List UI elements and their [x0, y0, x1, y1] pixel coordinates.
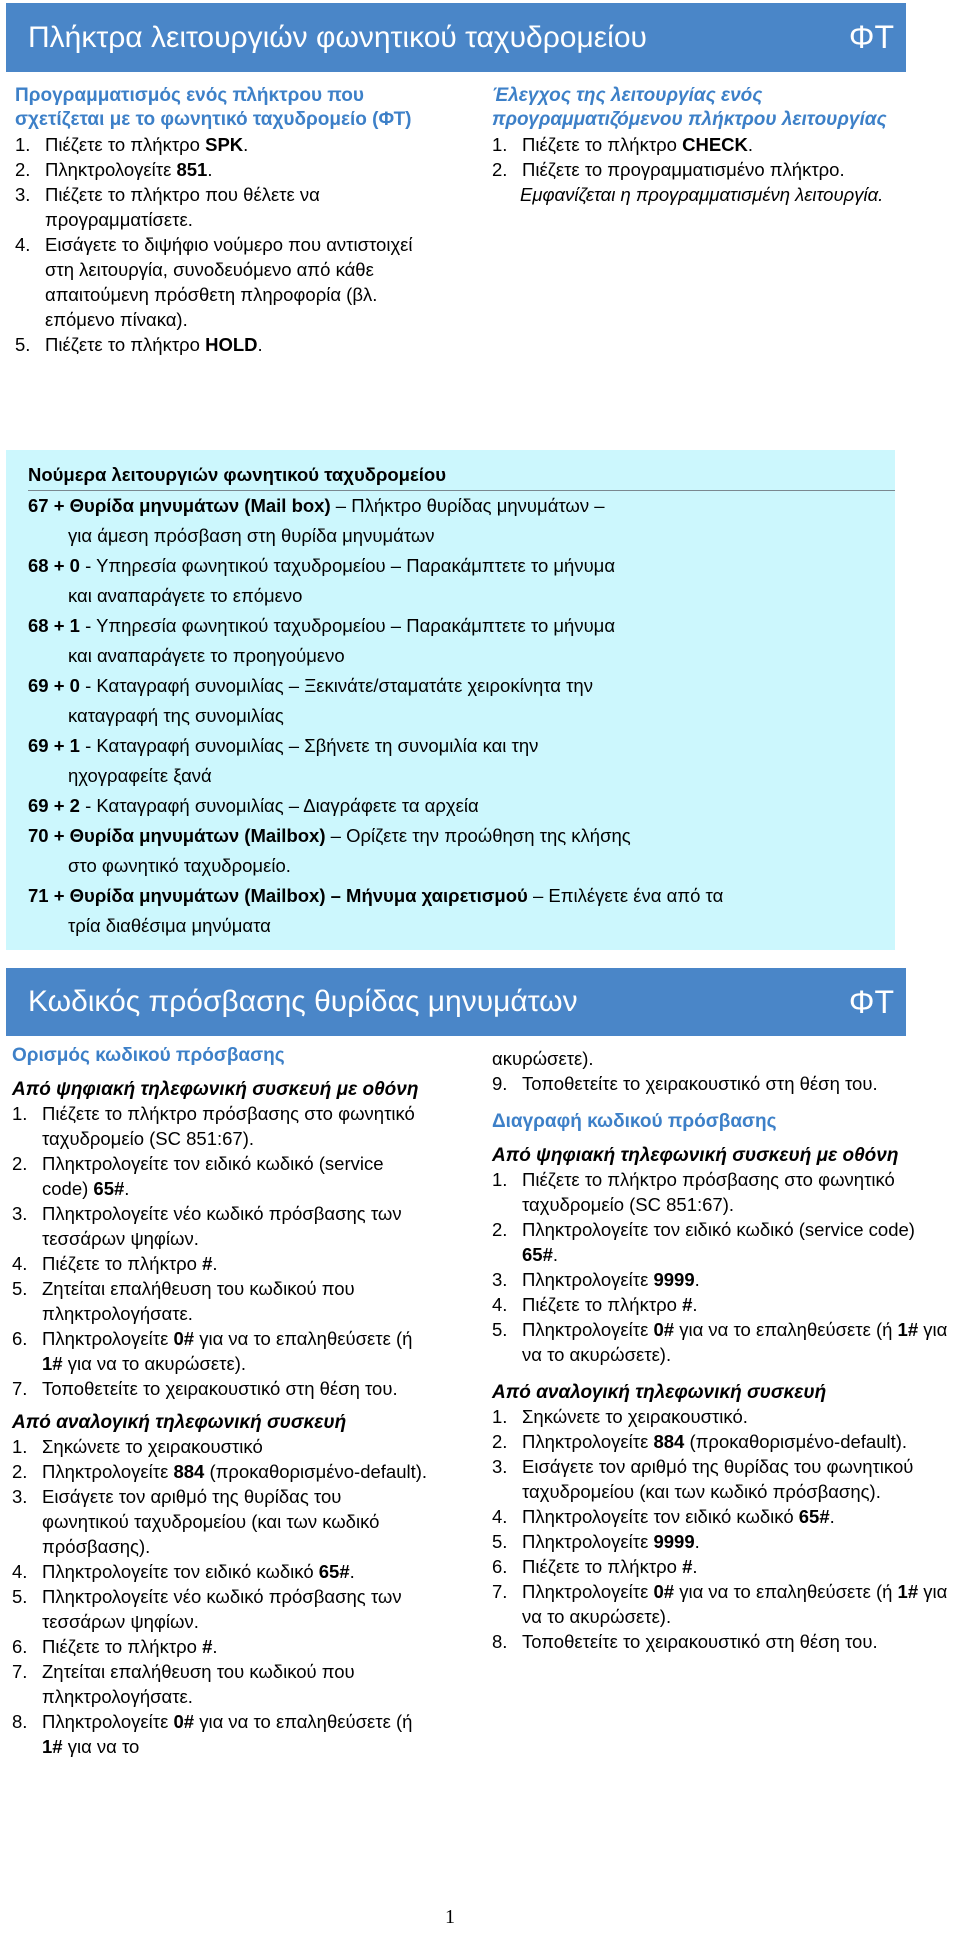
result-note: Εμφανίζεται η προγραμματισμένη λειτουργία.: [520, 184, 884, 205]
table-row: [28, 671, 895, 701]
step-number: 7.: [12, 1378, 28, 1399]
step-body: [522, 1429, 952, 1454]
step-list: [492, 132, 912, 182]
step-number: 5.: [492, 1319, 508, 1340]
function-code: 71 + Θυρίδα μηνυμάτων (Mailbox) – Μήνυμα χαιρετισμού: [28, 885, 528, 906]
step-item: [492, 1267, 952, 1292]
step-body: [42, 1276, 432, 1326]
step-list: [12, 1101, 432, 1401]
step-item: [12, 1709, 432, 1759]
step-body: [42, 1201, 432, 1251]
step-text: .: [694, 1531, 700, 1552]
function-code: 68 + 1: [28, 615, 80, 636]
step-number: 1.: [15, 134, 31, 155]
step-body: [522, 1454, 952, 1504]
step-body: [42, 1459, 432, 1484]
step-text: Πιέζετε το πλήκτρο που θέλετε να προγραμματίσετε.: [45, 184, 320, 230]
step-body: [522, 1404, 952, 1429]
step-body: [522, 1167, 952, 1217]
step-body: [42, 1251, 432, 1276]
step-text: Σηκώνετε το χειρακουστικό: [42, 1436, 263, 1457]
step-item: [15, 132, 415, 157]
step-text: για να το επαληθεύσετε (ή: [674, 1319, 898, 1340]
step-item: [492, 1554, 952, 1579]
step-body: [522, 132, 912, 157]
check-key-section: [492, 84, 912, 207]
bold-value: 0#: [653, 1581, 675, 1602]
page-title: Πλήκτρα λειτουργιών φωνητικού ταχυδρομείου: [28, 20, 647, 54]
function-code: 67 + Θυρίδα μηνυμάτων (Mail box): [28, 495, 331, 516]
step-number: 6.: [12, 1636, 28, 1657]
section-heading: Διαγραφή κωδικού πρόσβασης: [492, 1111, 777, 1132]
step-body: [42, 1151, 432, 1201]
bold-value: 0#: [173, 1328, 195, 1349]
bold-value: 1#: [897, 1319, 919, 1340]
step-number: 6.: [492, 1556, 508, 1577]
step-text: Πληκτρολογείτε: [42, 1711, 174, 1732]
function-code: 69 + 0: [28, 675, 80, 696]
step-text: Πιέζετε το προγραμματισμένο πλήκτρο.: [522, 159, 845, 180]
step-item: [492, 1579, 952, 1629]
program-key-section: [15, 84, 415, 357]
step-item: [492, 157, 912, 182]
step-number: 2.: [492, 1431, 508, 1452]
step-number: 4.: [12, 1561, 28, 1582]
function-code: 69 + 2: [28, 795, 80, 816]
section-code-badge: ΦΤ: [848, 19, 894, 55]
table-row: [28, 551, 895, 581]
function-description: Καταγραφή συνομιλίας – Ξεκινάτε/σταματάτε χειροκίνητα την: [96, 675, 593, 696]
step-number: 1.: [492, 1406, 508, 1427]
step-text: Πληκτρολογείτε νέο κωδικό πρόσβασης των τεσσάρων ψηφίων.: [42, 1586, 402, 1632]
step-text: Πιέζετε το πλήκτρο πρόσβασης στο φωνητικό ταχυδρομείο (SC 851:67).: [42, 1103, 415, 1149]
function-description-continued: και αναπαράγετε το προηγούμενο: [68, 645, 345, 666]
step-text: Πληκτρολογείτε: [45, 159, 177, 180]
step-body: [42, 1434, 432, 1459]
step-body: [522, 1629, 952, 1654]
step-text: Πληκτρολογείτε τον ειδικό κωδικό: [42, 1561, 319, 1582]
function-code: 70 + Θυρίδα μηνυμάτων (Mailbox): [28, 825, 326, 846]
step-text: Πληκτρολογείτε τον ειδικό κωδικό: [522, 1506, 799, 1527]
step-text: Τοποθετείτε το χειρακουστικό στη θέση του.: [522, 1073, 878, 1094]
section-heading: Έλεγχος της λειτουργίας ενός προγραμματιζόμενου πλήκτρου λειτουργίας: [492, 85, 887, 130]
step-text: Εισάγετε τον αριθμό της θυρίδας του φωνητικού ταχυδρομείου (και των κωδικό πρόσβασης).: [522, 1456, 914, 1502]
step-number: 8.: [12, 1711, 28, 1732]
step-text: Πληκτρολογείτε τον ειδικό κωδικό (service code): [522, 1219, 915, 1240]
step-text: .: [692, 1294, 698, 1315]
step-body: [42, 1376, 432, 1401]
step-item: [492, 1454, 952, 1504]
page-title: Κωδικός πρόσβασης θυρίδας μηνυμάτων: [28, 985, 578, 1018]
step-item: [15, 332, 415, 357]
function-description: Επιλέγετε ένα από τα: [548, 885, 724, 906]
step-item: [492, 1292, 952, 1317]
step-item: [12, 1201, 432, 1251]
step-number: 1.: [492, 134, 508, 155]
step-body: [45, 132, 415, 157]
step-body: [42, 1584, 432, 1634]
step-item: [492, 1167, 952, 1217]
step-text: Εισάγετε τον αριθμό της θυρίδας του φωνητικού ταχυδρομείου (και των κωδικό πρόσβασης).: [42, 1486, 380, 1557]
step-text: Τοποθετείτε το χειρακουστικό στη θέση του.: [42, 1378, 398, 1399]
step-body: [522, 1579, 952, 1629]
step-item: [12, 1634, 432, 1659]
step-text: για να το ακυρώσετε).: [522, 1319, 948, 1365]
continued-text: ακυρώσετε).: [492, 1048, 594, 1069]
step-list: [492, 1167, 952, 1367]
step-text: για να το επαληθεύσετε (ή: [194, 1328, 413, 1349]
delete-code-section: [492, 1046, 952, 1654]
step-item: [492, 1071, 952, 1096]
step-text: Πιέζετε το πλήκτρο: [522, 1294, 683, 1315]
step-body: [522, 1292, 952, 1317]
step-body: [42, 1709, 432, 1759]
step-item: [12, 1101, 432, 1151]
step-number: 2.: [492, 159, 508, 180]
step-text: Πληκτρολογείτε: [42, 1328, 174, 1349]
header-banner-function-keys: [6, 3, 906, 72]
function-description: Υπηρεσία φωνητικού ταχυδρομείου – Παρακάμπτετε το μήνυμα: [96, 615, 616, 636]
bold-value: #: [682, 1294, 693, 1315]
step-text: .: [829, 1506, 835, 1527]
step-number: 4.: [492, 1294, 508, 1315]
step-text: .: [257, 334, 263, 355]
step-text: Πληκτρολογείτε: [522, 1531, 654, 1552]
step-body: [522, 1529, 952, 1554]
step-body: [522, 1071, 952, 1096]
step-number: 7.: [492, 1581, 508, 1602]
step-text: Πιέζετε το πλήκτρο: [522, 1556, 683, 1577]
step-item: [492, 1629, 952, 1654]
separator: –: [325, 825, 347, 846]
step-text: Πιέζετε το πλήκτρο: [42, 1636, 203, 1657]
step-text: Ζητείται επαλήθευση του κωδικού που πληκτρολογήσατε.: [42, 1661, 355, 1707]
step-number: 3.: [15, 184, 31, 205]
step-body: [42, 1326, 432, 1376]
step-text: Πληκτρολογείτε: [522, 1319, 654, 1340]
bold-value: #: [202, 1253, 213, 1274]
step-body: [42, 1484, 432, 1559]
step-text: για να το επαληθεύσετε (ή: [674, 1581, 898, 1602]
function-numbers-table: [6, 450, 895, 950]
step-text: για να το επαληθεύσετε (ή: [194, 1711, 413, 1732]
function-description-continued: για άμεση πρόσβαση στη θυρίδα μηνυμάτων: [68, 525, 435, 546]
step-number: 3.: [12, 1203, 28, 1224]
step-number: 1.: [12, 1103, 28, 1124]
function-code: 68 + 0: [28, 555, 80, 576]
function-description-continued: τρία διαθέσιμα μηνύματα: [68, 915, 271, 936]
bold-value: SPK: [205, 134, 244, 155]
step-item: [12, 1484, 432, 1559]
function-description-continued: ηχογραφείτε ξανά: [68, 765, 212, 786]
step-body: [45, 332, 415, 357]
bold-value: 1#: [897, 1581, 919, 1602]
table-row: [28, 731, 895, 761]
step-item: [12, 1434, 432, 1459]
function-description: Καταγραφή συνομιλίας – Σβήνετε τη συνομιλία και την: [96, 735, 539, 756]
step-item: [492, 1504, 952, 1529]
step-item: [15, 157, 415, 182]
step-number: 5.: [12, 1586, 28, 1607]
step-number: 5.: [15, 334, 31, 355]
step-number: 2.: [492, 1219, 508, 1240]
step-number: 4.: [15, 234, 31, 255]
device-subheading: Από αναλογική τηλεφωνική συσκευή: [12, 1412, 347, 1433]
bold-value: 65#: [522, 1244, 553, 1265]
step-text: .: [552, 1244, 559, 1265]
step-item: [15, 182, 415, 232]
step-text: Ζητείται επαλήθευση του κωδικού που πληκτρολογήσατε.: [42, 1278, 355, 1324]
step-body: [45, 157, 415, 182]
bold-value: 1#: [42, 1736, 63, 1757]
step-text: Πληκτρολογείτε: [42, 1461, 174, 1482]
step-item: [15, 232, 415, 332]
bold-value: 1#: [42, 1353, 63, 1374]
step-number: 7.: [12, 1661, 28, 1682]
bold-value: 65#: [318, 1561, 350, 1582]
set-code-section: [12, 1044, 432, 1759]
step-text: .: [692, 1556, 698, 1577]
function-description: Ορίζετε την προώθηση της κλήσης: [346, 825, 631, 846]
separator: -: [79, 735, 97, 756]
function-description: Καταγραφή συνομιλίας – Διαγράφετε τα αρχεία: [96, 795, 479, 816]
step-number: 5.: [12, 1278, 28, 1299]
continued-step: [492, 1071, 952, 1096]
step-number: 8.: [492, 1631, 508, 1652]
function-description: Υπηρεσία φωνητικού ταχυδρομείου – Παρακάμπτετε το μήνυμα: [96, 555, 616, 576]
step-item: [12, 1251, 432, 1276]
step-text: Πιέζετε το πλήκτρο πρόσβασης στο φωνητικό ταχυδρομείο (SC 851:67).: [522, 1169, 895, 1215]
bold-value: 0#: [173, 1711, 195, 1732]
step-item: [492, 1429, 952, 1454]
step-body: [42, 1559, 432, 1584]
bold-value: 851: [176, 159, 208, 180]
section-heading: Ορισμός κωδικού πρόσβασης: [12, 1045, 285, 1066]
step-list: [15, 132, 415, 357]
step-body: [522, 1504, 952, 1529]
step-list: [12, 1434, 432, 1759]
step-number: 9.: [492, 1073, 508, 1094]
step-number: 3.: [492, 1269, 508, 1290]
bold-value: 0#: [653, 1319, 675, 1340]
step-text: Πιέζετε το πλήκτρο: [42, 1253, 203, 1274]
bold-value: #: [682, 1556, 693, 1577]
step-number: 1.: [12, 1436, 28, 1457]
section-heading: Προγραμματισμός ενός πλήκτρου που σχετίζεται με το φωνητικό ταχυδρομείο (ΦΤ): [15, 85, 412, 130]
step-body: [45, 232, 415, 332]
step-item: [12, 1584, 432, 1634]
step-text: Πληκτρολογείτε: [522, 1581, 654, 1602]
bold-value: 884: [173, 1461, 205, 1482]
step-item: [12, 1659, 432, 1709]
step-text: Τοποθετείτε το χειρακουστικό στη θέση του.: [522, 1631, 878, 1652]
step-text: για να το ακυρώσετε).: [62, 1353, 247, 1374]
step-body: [522, 1217, 952, 1267]
page-number: 1: [445, 1906, 455, 1928]
step-item: [492, 1404, 952, 1429]
table-heading: Νούμερα λειτουργιών φωνητικού ταχυδρομείου: [28, 462, 895, 491]
step-text: .: [694, 1269, 700, 1290]
step-text: (προκαθορισμένο-default).: [684, 1431, 908, 1452]
step-number: 3.: [492, 1456, 508, 1477]
bold-value: 65#: [798, 1506, 830, 1527]
table-row: [28, 791, 895, 821]
step-list: [492, 1404, 952, 1654]
step-text: .: [212, 1253, 218, 1274]
bold-value: 9999: [653, 1531, 695, 1552]
step-text: Πληκτρολογείτε τον ειδικό κωδικό (service code): [42, 1153, 384, 1199]
step-body: [42, 1634, 432, 1659]
step-text: .: [212, 1636, 218, 1657]
header-banner-mailbox-code: [6, 968, 906, 1036]
step-text: Πληκτρολογείτε: [522, 1269, 654, 1290]
step-text: (προκαθορισμένο-default).: [204, 1461, 428, 1482]
table-row: [28, 881, 895, 911]
step-body: [522, 1317, 952, 1367]
step-body: [42, 1659, 432, 1709]
step-number: 5.: [492, 1531, 508, 1552]
step-number: 3.: [12, 1486, 28, 1507]
step-number: 1.: [492, 1169, 508, 1190]
step-item: [492, 1317, 952, 1367]
step-text: Εισάγετε το διψήφιο νούμερο που αντιστοιχεί στη λειτουργία, συνοδευόμενο από κάθε απαιτούμενη πρόσθετη πληροφορία (βλ. επόμενο πίνακα).: [45, 234, 413, 330]
bold-value: 884: [653, 1431, 685, 1452]
step-number: 2.: [12, 1153, 28, 1174]
step-text: .: [349, 1561, 355, 1582]
step-item: [492, 1529, 952, 1554]
step-body: [522, 157, 912, 182]
step-text: για να το: [62, 1736, 140, 1757]
function-code: 69 + 1: [28, 735, 80, 756]
device-subheading: Από ψηφιακή τηλεφωνική συσκευή με οθόνη: [492, 1145, 899, 1166]
step-body: [522, 1554, 952, 1579]
step-text: Πληκτρολογείτε νέο κωδικό πρόσβασης των τεσσάρων ψηφίων.: [42, 1203, 402, 1249]
separator: -: [79, 615, 97, 636]
separator: -: [79, 795, 97, 816]
table-row: [28, 821, 895, 851]
step-text: Πληκτρολογείτε: [522, 1431, 654, 1452]
bold-value: #: [202, 1636, 213, 1657]
step-item: [12, 1376, 432, 1401]
step-item: [12, 1276, 432, 1326]
step-number: 2.: [15, 159, 31, 180]
step-text: .: [207, 159, 213, 180]
step-item: [12, 1326, 432, 1376]
step-number: 4.: [492, 1506, 508, 1527]
separator: -: [79, 675, 97, 696]
table-row: [28, 611, 895, 641]
bold-value: CHECK: [682, 134, 748, 155]
separator: -: [79, 555, 97, 576]
function-description-continued: στο φωνητικό ταχυδρομείο.: [68, 855, 291, 876]
step-body: [45, 182, 415, 232]
step-text: .: [747, 134, 754, 155]
bold-value: 9999: [653, 1269, 695, 1290]
section-code-badge: ΦΤ: [848, 983, 894, 1020]
step-number: 4.: [12, 1253, 28, 1274]
step-text: Πιέζετε το πλήκτρο: [522, 134, 683, 155]
separator: –: [527, 885, 549, 906]
function-description-continued: καταγραφή της συνομιλίας: [68, 705, 284, 726]
table-row: [28, 491, 895, 521]
device-subheading: Από ψηφιακή τηλεφωνική συσκευή με οθόνη: [12, 1079, 419, 1100]
step-text: .: [124, 1178, 130, 1199]
step-text: Πιέζετε το πλήκτρο: [45, 134, 206, 155]
separator: –: [330, 495, 352, 516]
step-number: 6.: [12, 1328, 28, 1349]
step-item: [492, 1217, 952, 1267]
table-rows: [28, 491, 895, 941]
bold-value: 65#: [93, 1178, 125, 1199]
step-text: .: [243, 134, 249, 155]
step-item: [492, 132, 912, 157]
step-item: [12, 1459, 432, 1484]
step-body: [522, 1267, 952, 1292]
function-description: Πλήκτρο θυρίδας μηνυμάτων –: [351, 495, 605, 516]
step-item: [12, 1151, 432, 1201]
step-text: για να το ακυρώσετε).: [522, 1581, 948, 1627]
step-number: 2.: [12, 1461, 28, 1482]
step-item: [12, 1559, 432, 1584]
function-description-continued: και αναπαράγετε το επόμενο: [68, 585, 303, 606]
step-text: Πιέζετε το πλήκτρο: [45, 334, 206, 355]
step-text: Σηκώνετε το χειρακουστικό.: [522, 1406, 748, 1427]
bold-value: HOLD: [205, 334, 258, 355]
step-body: [42, 1101, 432, 1151]
device-subheading: Από αναλογική τηλεφωνική συσκευή: [492, 1382, 827, 1403]
